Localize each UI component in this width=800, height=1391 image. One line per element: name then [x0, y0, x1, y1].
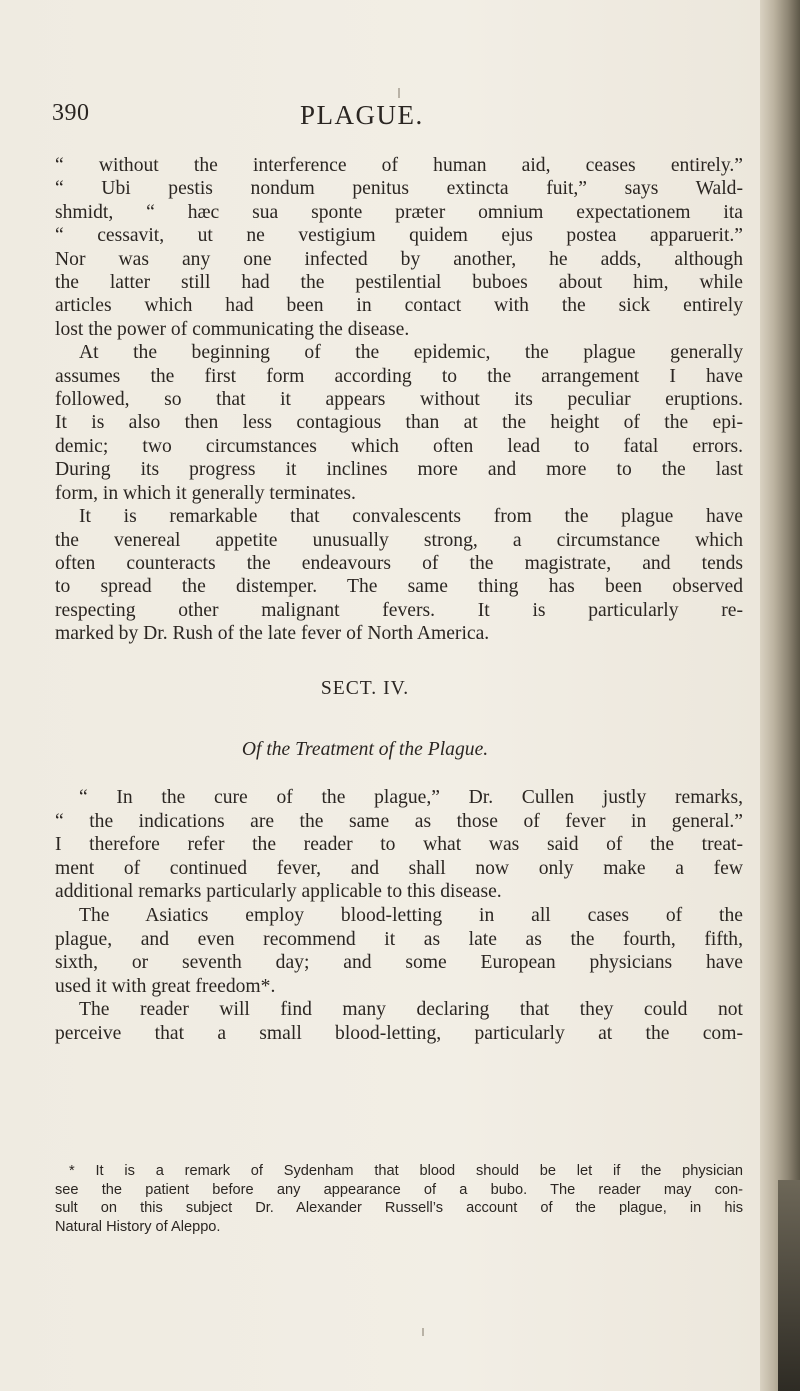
body-text-continued [55, 786, 743, 1046]
text-line: “ Ubi pestis nondum penitus extincta fuit,” says Wald- [55, 178, 743, 200]
text-line: “ the indications are the same as those of fever in general.” [55, 810, 743, 832]
footnote-line: Natural History of Aleppo. [55, 1219, 221, 1236]
text-line: “ In the cure of the plague,” Dr. Cullen justly remarks, [79, 787, 743, 808]
text-line: sixth, or seventh day; and some European physicians have [55, 952, 743, 974]
text-line: the latter still had the pestilential buboes about him, while [55, 272, 743, 294]
text-line: articles which had been in contact with the sick entirely [55, 295, 743, 317]
text-line: form, in which it generally terminates. [55, 482, 356, 504]
text-line: “ without the interference of human aid, ceases entirely.” [55, 155, 743, 176]
footnote-line: sult on this subject Dr. Alexander Russell’s account of the plague, in his [55, 1200, 743, 1217]
text-line: It is remarkable that convalescents from the plague have [79, 506, 743, 528]
text-line: respecting other malignant fevers. It is particularly re- [55, 599, 743, 621]
text-line: followed, so that it appears without its peculiar eruptions. [55, 389, 743, 411]
body-text [55, 154, 743, 646]
text-line: I therefore refer the reader to what was said of the treat- [55, 834, 743, 856]
text-line: used it with great freedom*. [55, 975, 276, 997]
text-line: plague, and even recommend it as late as the fourth, fifth, [55, 928, 743, 950]
text-line: demic; two circumstances which often lead to fatal errors. [55, 435, 743, 457]
text-line: During its progress it inclines more and more to the last [55, 459, 743, 481]
footnote-line: see the patient before any appearance of a bubo. The reader may con- [55, 1181, 743, 1198]
page-edge-shadow [778, 1180, 800, 1391]
text-line: Nor was any one infected by another, he adds, although [55, 248, 743, 270]
text-line: ment of continued fever, and shall now only make a few [55, 857, 743, 879]
text-line: often counteracts the endeavours of the magistrate, and tends [55, 552, 743, 574]
text-line: assumes the first form according to the arrangement I have [55, 365, 743, 387]
section-heading: SECT. IV. [320, 678, 410, 699]
text-line: additional remarks particularly applicable to this disease. [55, 881, 502, 903]
footnote [55, 1162, 743, 1237]
paper-speck [398, 88, 400, 98]
text-line: At the beginning of the epidemic, the plague generally [79, 342, 743, 364]
page-header [52, 100, 672, 140]
section-subtitle: Of the Treatment of the Plague. [241, 739, 489, 760]
text-line: It is also then less contagious than at the height of the epi- [55, 412, 743, 434]
text-line: perceive that a small blood-letting, particularly at the com- [55, 1022, 743, 1044]
text-line: The reader will find many declaring that they could not [79, 999, 743, 1021]
text-line: “ cessavit, ut ne vestigium quidem ejus postea apparuerit.” [55, 225, 743, 247]
text-line: The Asiatics employ blood-letting in all cases of the [79, 904, 743, 926]
paper-speck [422, 1328, 424, 1336]
page-number: 390 [52, 100, 90, 126]
footnote-line: * It is a remark of Sydenham that blood should be let if the physician [69, 1163, 743, 1179]
text-line: shmidt, “ hæc sua sponte præter omnium expectationem ita [55, 201, 743, 223]
text-line: the venereal appetite unusually strong, a circumstance which [55, 529, 743, 551]
text-line: lost the power of communicating the disease. [55, 318, 410, 340]
text-line: marked by Dr. Rush of the late fever of North America. [55, 623, 490, 645]
text-line: to spread the distemper. The same thing has been observed [55, 576, 743, 598]
running-head: PLAGUE. [300, 100, 424, 130]
